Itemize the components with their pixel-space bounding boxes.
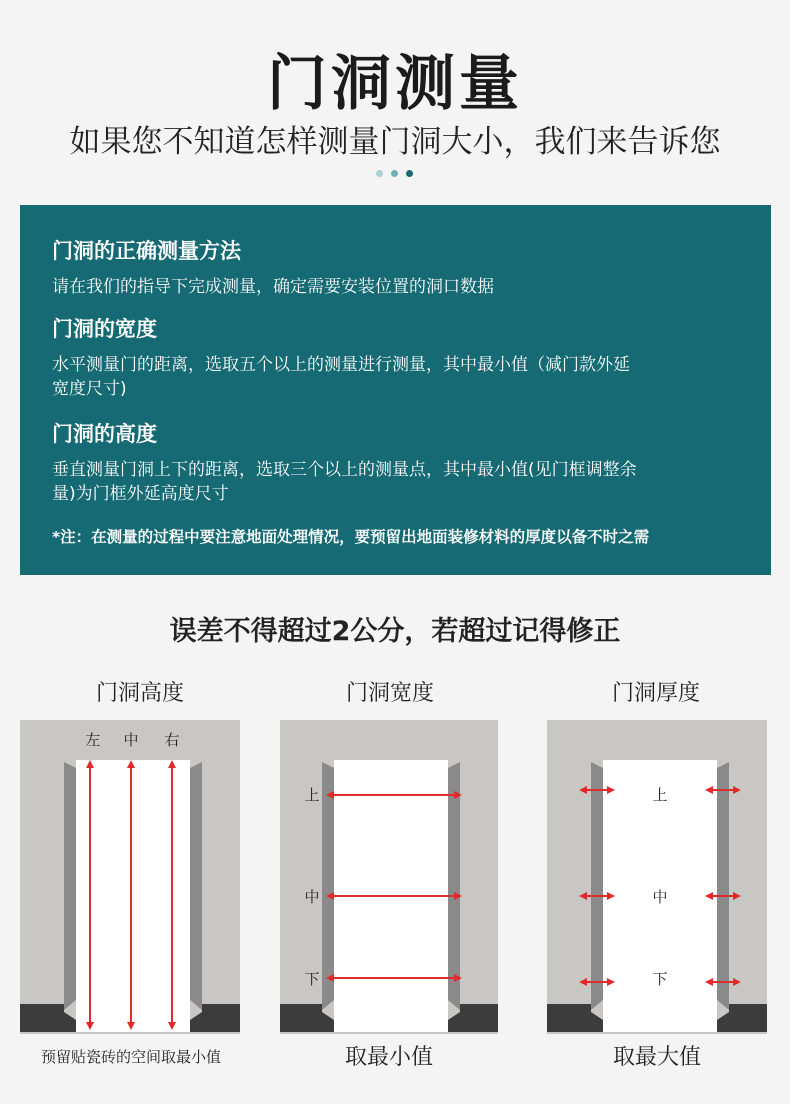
diagram-title-height: 门洞高度	[95, 681, 184, 706]
measurement-info-panel	[20, 205, 771, 575]
label-left: 左	[85, 731, 101, 749]
label-middle: 中	[652, 888, 668, 906]
label-center: 中	[123, 731, 139, 749]
door-depth-diagram	[547, 720, 767, 1034]
left-jamb	[322, 762, 334, 1010]
label-middle: 中	[304, 888, 320, 906]
door-height-diagram	[20, 720, 240, 1034]
section-body-width-line1: 水平测量门的距离，选取五个以上的测量进行测量，其中最小值（减门款外延	[52, 355, 630, 375]
right-jamb	[448, 762, 460, 1010]
caption-height: 预留贴瓷砖的空间取最小值	[40, 1048, 221, 1066]
section-body-height-line1: 垂直测量门洞上下的距离，选取三个以上的测量点，其中最小值(见门框调整余	[52, 460, 637, 480]
label-bottom: 下	[652, 970, 668, 988]
dot-light	[376, 170, 383, 177]
decorative-dots	[376, 170, 416, 178]
diagram-title-depth: 门洞厚度	[611, 681, 700, 706]
left-jamb	[64, 762, 76, 1010]
label-top: 上	[304, 786, 320, 804]
left-jamb	[591, 762, 603, 1010]
section-body-height-line2: 量)为门框外延高度尺寸	[52, 484, 229, 504]
section-body-width-line2: 宽度尺寸)	[52, 379, 127, 399]
door-width-diagram	[280, 720, 498, 1034]
label-top: 上	[652, 786, 668, 804]
page-subtitle: 如果您不知道怎样测量门洞大小，我们来告诉您	[69, 124, 721, 160]
diagram-title-width: 门洞宽度	[345, 681, 434, 706]
label-bottom: 下	[304, 970, 320, 988]
section-body-method: 请在我们的指导下完成测量，确定需要安装位置的洞口数据	[52, 277, 494, 297]
error-tolerance-note: 误差不得超过2公分，若超过记得修正	[169, 616, 621, 647]
caption-depth: 取最大值	[612, 1045, 701, 1070]
page-title: 门洞测量	[267, 49, 523, 119]
section-heading-height: 门洞的高度	[52, 422, 157, 446]
caption-width: 取最小值	[344, 1045, 433, 1070]
section-heading-method: 门洞的正确测量方法	[52, 239, 241, 263]
dot-mid	[391, 170, 398, 177]
right-jamb	[717, 762, 729, 1010]
right-jamb	[190, 762, 202, 1010]
dot-dark	[406, 170, 413, 177]
floor-note: *注：在测量的过程中要注意地面处理情况，要预留出地面装修材料的厚度以备不时之需	[52, 528, 650, 546]
section-heading-width: 门洞的宽度	[52, 317, 157, 341]
label-right: 右	[164, 731, 180, 749]
